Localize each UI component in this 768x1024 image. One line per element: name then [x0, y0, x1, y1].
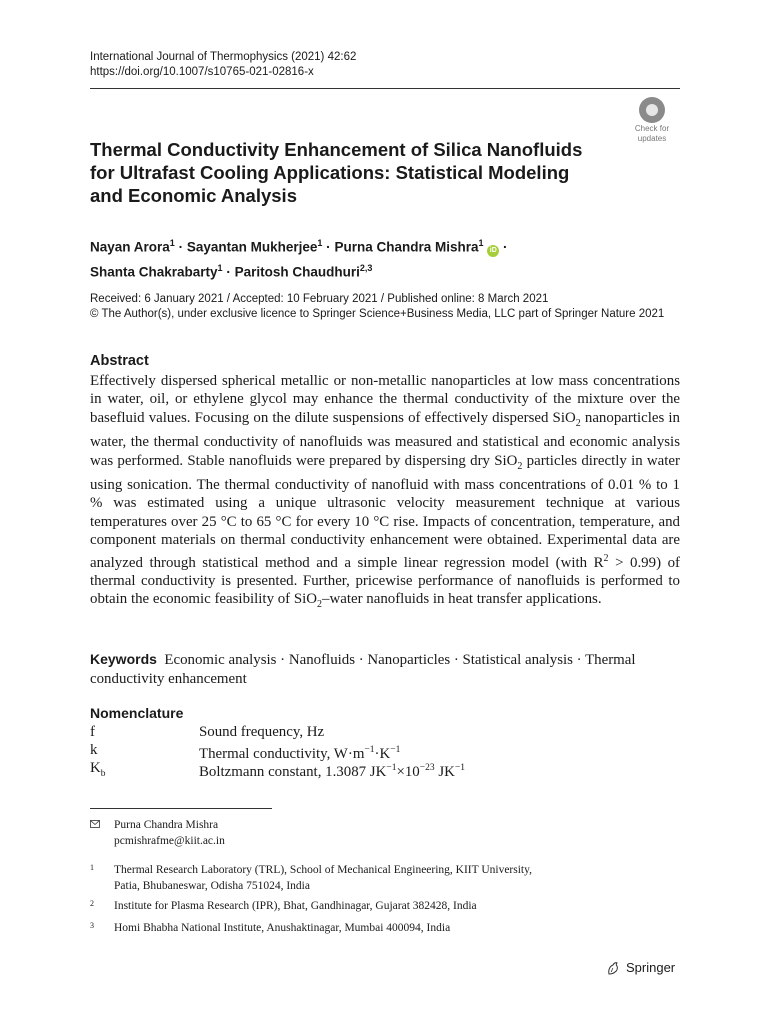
author-line-1 — [90, 233, 650, 258]
footnote-divider — [90, 808, 272, 809]
author-separator: · — [178, 239, 184, 255]
author-separator: · — [326, 239, 331, 255]
author-name[interactable]: Sayantan Mukherjee — [186, 239, 318, 255]
journal-header — [90, 50, 356, 80]
check-for-updates-badge[interactable] — [626, 97, 678, 143]
doi-link[interactable]: https://doi.org/10.1007/s10765-021-02816-x — [90, 66, 314, 78]
definition-text: Thermal conductivity, W·m — [199, 745, 365, 762]
abstract-text: Effectively dispersed spherical metallic or non-metallic nanoparticles at low mass concentrations in water, oil, or ethylene glycol may enhance the thermal conductivity of the mixture over the basefluid values. Focusing on the dilute suspensions of effectively dispersed SiO — [90, 373, 680, 426]
springer-wordmark: Springer — [626, 960, 676, 975]
affiliation-line: Institute for Plasma Research (IPR), Bhat, Gandhinagar, Gujarat 382428, India — [114, 900, 477, 912]
nomenclature-definition — [199, 759, 465, 781]
check-updates-icon — [639, 97, 665, 123]
author-name[interactable]: Shanta Chakrabarty — [90, 264, 218, 279]
paper-title — [90, 138, 620, 207]
author-list — [90, 233, 650, 282]
author-name[interactable]: Paritosh Chaudhuri — [234, 264, 360, 279]
check-updates-label-1: Check for — [634, 124, 670, 133]
abstract-text: nanoparticles in water, the thermal conductivity of nanofluids was measured and statistical and economic analysis was performed. Stable nanofluids were prepared by dispersing dry SiO — [90, 409, 680, 469]
title-line-2: for Ultrafast Cooling Applications: Statistical Modeling — [90, 162, 570, 183]
keywords-text: Economic analysis · Nanofluids · Nanoparticles · Statistical analysis · Thermal conductivity enhancement — [90, 652, 636, 687]
abstract-heading: Abstract — [90, 353, 149, 369]
springer-horse-icon — [605, 960, 621, 976]
nomenclature-heading: Nomenclature — [90, 705, 184, 721]
abstract-text: particles directly in water using sonication. The thermal conductivity of nanofluid with mass concentrations of 0.01 % to 1 % was estimated using a unique ultrasonic velocity measurement technique at various temperatures over 25 °C to 65 °C for every 10 °C rise. Impacts of concentration, temperature, and component materials on thermal conductivity enhancement were obtained. Experimental data are analyzed through statistical method and a simple linear regression model (with R — [90, 452, 680, 571]
definition-text: JK — [434, 763, 455, 780]
copyright-line: © The Author(s), under exclusive licence to Springer Science+Business Media, LLC part of Springer Nature 2021 — [90, 308, 665, 320]
superscript: −23 — [419, 763, 435, 773]
affiliation-line: Patia, Bhubaneswar, Odisha 751024, India — [114, 880, 310, 892]
author-affiliation: 1 — [217, 262, 223, 273]
author-line-2 — [90, 258, 650, 283]
definition-text: ·K — [374, 745, 391, 762]
corresponding-author-email[interactable]: pcmishrafme@kiit.ac.in — [114, 835, 225, 847]
abstract-text: > 0.99) of thermal conductivity is presented. Further, pricewise performance of nanofluids is performed to obtain the economic feasibility of SiO — [90, 554, 680, 608]
check-updates-label-2: updates — [637, 134, 667, 143]
affiliation-line: Homi Bhabha National Institute, Anushaktinagar, Mumbai 400094, India — [114, 922, 451, 934]
keywords — [90, 650, 680, 689]
superscript: −1 — [390, 745, 401, 755]
affiliation-number: 1 — [90, 863, 94, 872]
title-line-1: Thermal Conductivity Enhancement of Silica Nanofluids — [90, 139, 583, 160]
author-affiliation: 2,3 — [359, 262, 373, 273]
nomenclature-symbol: f — [90, 724, 95, 740]
affiliation-line: Thermal Research Laboratory (TRL), School of Mechanical Engineering, KIIT University, — [114, 864, 533, 876]
affiliation-number: 3 — [90, 921, 94, 930]
subscript: 2 — [575, 417, 581, 429]
author-affiliation: 1 — [317, 238, 323, 248]
author-name[interactable]: Nayan Arora — [90, 239, 170, 255]
definition-text: Boltzmann constant, 1.3087 JK — [199, 763, 387, 780]
nomenclature-symbol — [90, 759, 190, 783]
nomenclature-symbol: k — [90, 742, 98, 758]
superscript: 2 — [603, 552, 609, 564]
author-separator: · — [503, 239, 508, 255]
orcid-icon[interactable]: iD — [487, 245, 499, 257]
springer-logo — [605, 958, 685, 978]
author-name[interactable]: Purna Chandra Mishra — [334, 239, 479, 255]
subscript: 2 — [517, 460, 523, 472]
envelope-icon[interactable] — [90, 820, 100, 828]
corresponding-author-name: Purna Chandra Mishra — [114, 819, 219, 831]
author-affiliation: 1 — [169, 238, 175, 248]
header-divider — [90, 88, 680, 89]
author-separator: · — [226, 264, 231, 279]
received-accepted-published: Received: 6 January 2021 / Accepted: 10 February 2021 / Published online: 8 March 2021 — [90, 293, 549, 305]
abstract-body — [90, 372, 680, 615]
journal-citation: International Journal of Thermophysics (2021) 42:62 — [90, 51, 357, 63]
abstract-text: –water nanofluids in heat transfer applications. — [322, 591, 602, 608]
subscript: 2 — [317, 599, 323, 611]
superscript: −1 — [364, 745, 375, 755]
title-line-3: and Economic Analysis — [90, 185, 297, 206]
subscript: b — [100, 768, 106, 779]
keywords-label: Keywords — [90, 651, 157, 667]
publication-dates — [90, 292, 690, 322]
nomenclature-definition: Sound frequency, Hz — [199, 724, 325, 740]
definition-text: ×10 — [396, 763, 420, 780]
superscript: −1 — [454, 763, 466, 773]
author-affiliation: 1 — [478, 238, 484, 248]
affiliation-number: 2 — [90, 899, 94, 908]
superscript: −1 — [386, 763, 397, 773]
symbol-text: K — [90, 760, 101, 776]
